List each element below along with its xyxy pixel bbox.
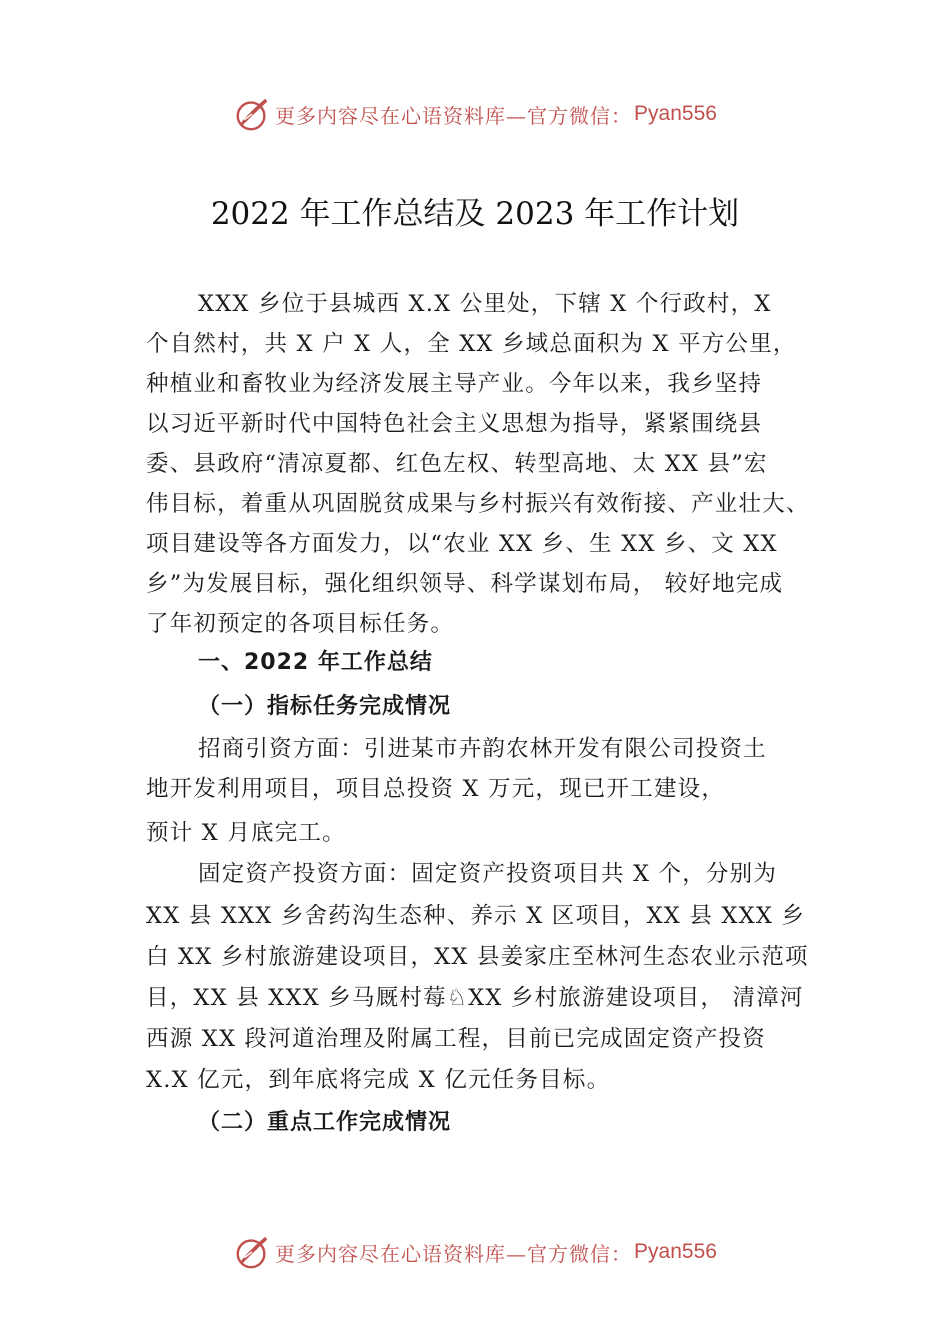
fixed-assets-line: X.X 亿元，到年底将完成 X 亿元任务目标。 <box>146 1067 611 1093</box>
section-heading: 一、2022 年工作总结 <box>198 650 433 675</box>
header-banner <box>0 94 950 134</box>
banner-wechat-id: Pyan556 <box>634 102 717 125</box>
intro-line: 种植业和畜牧业为经济发展主导产业。今年以来，我乡坚持 <box>146 371 763 397</box>
investment-line: 地开发利用项目，项目总投资 X 万元，现已开工建设， <box>146 776 726 802</box>
footer-banner <box>0 1232 950 1272</box>
intro-line: 了年初预定的各项目标任务。 <box>146 611 455 637</box>
investment-line: 招商引资方面：引进某市卉韵农林开发有限公司投资土 <box>198 736 767 762</box>
banner-text: 更多内容尽在心语资料库—官方微信： <box>275 103 633 128</box>
banner-text: 更多内容尽在心语资料库—官方微信： <box>275 1241 633 1266</box>
intro-line: 乡”为发展目标，强化组织领导、科学谋划布局， 较好地完成 <box>146 571 784 597</box>
fixed-assets-line: 白 XX 乡村旅游建设项目，XX 县姜家庄至林河生态农业示范项 <box>146 944 809 970</box>
subsection-heading: （二）重点工作完成情况 <box>198 1110 452 1135</box>
intro-line: 以习近平新时代中国特色社会主义思想为指导，紧紧围绕县 <box>146 411 763 437</box>
intro-line: 个自然村，共 X 户 X 人，全 XX 乡域总面积为 X 平方公里， <box>146 331 797 357</box>
fixed-assets-line: 固定资产投资方面：固定资产投资项目共 X 个，分别为 <box>198 861 778 887</box>
banner-wechat-id: Pyan556 <box>634 1240 717 1263</box>
intro-line: 伟目标，着重从巩固脱贫成果与乡村振兴有效衔接、产业壮大、 <box>146 491 810 517</box>
intro-line: XXX 乡位于县城西 X.X 公里处，下辖 X 个行政村，X <box>198 291 772 317</box>
pen-logo-icon <box>233 95 271 133</box>
subsection-heading: （一）指标任务完成情况 <box>198 694 452 719</box>
fixed-assets-line: 西源 XX 段河道治理及附属工程，目前已完成固定资产投资 <box>146 1026 766 1052</box>
fixed-assets-line: XX 县 XXX 乡舍药沟生态种、养示 X 区项目，XX 县 XXX 乡 <box>146 903 806 929</box>
pen-logo-icon <box>233 1233 271 1271</box>
intro-line: 项目建设等各方面发力，以“农业 XX 乡、生 XX 乡、文 XX <box>146 531 778 557</box>
investment-line: 预计 X 月底完工。 <box>146 820 346 846</box>
intro-line: 委、县政府“清凉夏都、红色左权、转型高地、太 XX 县”宏 <box>146 451 768 477</box>
document-title: 2022 年工作总结及 2023 年工作计划 <box>210 196 740 232</box>
fixed-assets-line: 目，XX 县 XXX 乡马厩村莓♘XX 乡村旅游建设项目， 清漳河 <box>146 985 804 1011</box>
